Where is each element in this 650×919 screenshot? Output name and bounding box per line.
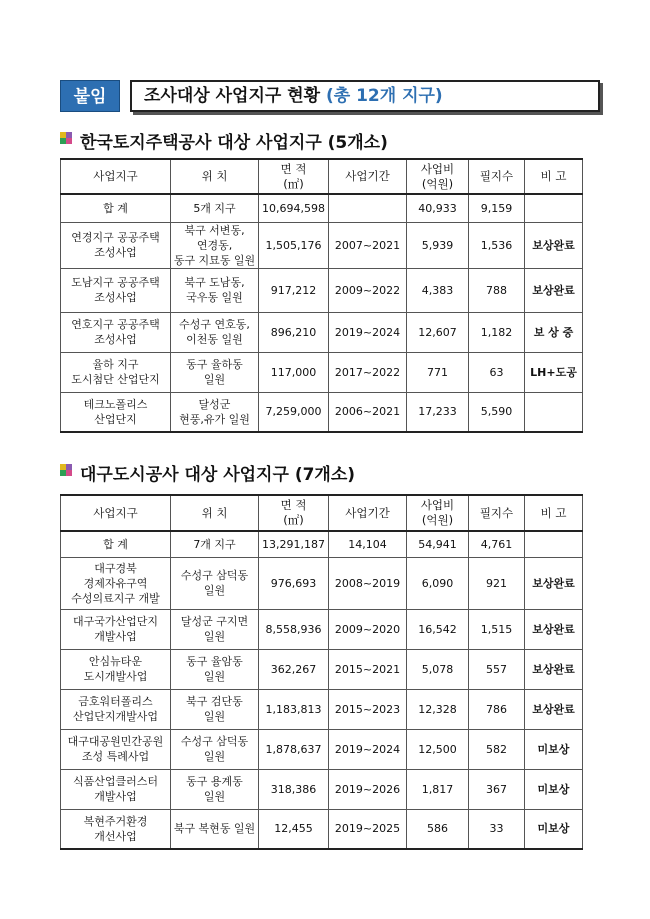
total-location: 5개 지구 (171, 194, 259, 222)
district-name: 대구국가산업단지 개발사업 (61, 609, 171, 649)
area: 362,267 (259, 649, 329, 689)
section-title: 한국토지주택공사 대상 사업지구 (5개소) (80, 133, 388, 153)
cost: 12,607 (407, 312, 469, 352)
parcels: 63 (469, 352, 525, 392)
district-name: 식품산업클러스터 개발사업 (61, 769, 171, 809)
remarks: 보상완료 (525, 222, 583, 268)
total-period: 14,104 (329, 531, 407, 557)
period: 2009~2022 (329, 268, 407, 312)
cost: 12,500 (407, 729, 469, 769)
area: 1,878,637 (259, 729, 329, 769)
table-row (61, 392, 583, 432)
total-cost: 40,933 (407, 194, 469, 222)
parcels: 921 (469, 557, 525, 609)
period: 2017~2022 (329, 352, 407, 392)
parcels: 582 (469, 729, 525, 769)
remarks: 보상완료 (525, 649, 583, 689)
total-cost: 54,941 (407, 531, 469, 557)
period: 2015~2023 (329, 689, 407, 729)
district-name: 복현주거환경 개선사업 (61, 809, 171, 849)
cost: 12,328 (407, 689, 469, 729)
period: 2008~2019 (329, 557, 407, 609)
district-name: 대구대공원민간공원 조성 특례사업 (61, 729, 171, 769)
table-total-row (61, 194, 583, 222)
district-name: 율하 지구 도시첨단 산업단지 (61, 352, 171, 392)
table-row (61, 689, 583, 729)
cost: 17,233 (407, 392, 469, 432)
section-bullet-icon (60, 464, 72, 476)
cost: 5,939 (407, 222, 469, 268)
col-period: 사업기간 (329, 159, 407, 194)
parcels: 5,590 (469, 392, 525, 432)
area: 8,558,936 (259, 609, 329, 649)
remarks: LH+도공 (525, 352, 583, 392)
cost: 16,542 (407, 609, 469, 649)
period: 2019~2024 (329, 312, 407, 352)
cost: 4,383 (407, 268, 469, 312)
period: 2019~2025 (329, 809, 407, 849)
table-body (61, 194, 583, 432)
total-label: 합 계 (61, 194, 171, 222)
location: 달성군 구지면 일원 (171, 609, 259, 649)
total-area: 10,694,598 (259, 194, 329, 222)
remarks: 미보상 (525, 729, 583, 769)
col-district: 사업지구 (61, 159, 171, 194)
lh-district-table (60, 158, 583, 433)
col-area: 면 적 (㎡) (259, 159, 329, 194)
col-period: 사업기간 (329, 495, 407, 531)
total-parcels: 4,761 (469, 531, 525, 557)
table-total-row (61, 531, 583, 557)
attachment-tag: 붙임 (60, 80, 120, 112)
table-row (61, 609, 583, 649)
area: 117,000 (259, 352, 329, 392)
remarks: 보상완료 (525, 557, 583, 609)
area: 976,693 (259, 557, 329, 609)
area: 896,210 (259, 312, 329, 352)
location: 달성군 현풍,유가 일원 (171, 392, 259, 432)
district-name: 연경지구 공공주택 조성사업 (61, 222, 171, 268)
section-title: 대구도시공사 대상 사업지구 (7개소) (80, 465, 356, 485)
cost: 586 (407, 809, 469, 849)
page-title (130, 80, 600, 112)
district-name: 안심뉴타운 도시개발사업 (61, 649, 171, 689)
location: 북구 도남동, 국우동 일원 (171, 268, 259, 312)
parcels: 367 (469, 769, 525, 809)
table-row (61, 649, 583, 689)
area: 12,455 (259, 809, 329, 849)
location: 북구 서변동, 연경동, 동구 지묘동 일원 (171, 222, 259, 268)
table-header-row (61, 159, 583, 194)
parcels: 1,182 (469, 312, 525, 352)
col-parcels: 필지수 (469, 159, 525, 194)
table-row (61, 268, 583, 312)
table-row (61, 312, 583, 352)
area: 1,505,176 (259, 222, 329, 268)
total-remarks (525, 531, 583, 557)
area: 917,212 (259, 268, 329, 312)
col-location: 위 치 (171, 159, 259, 194)
district-name: 연호지구 공공주택 조성사업 (61, 312, 171, 352)
total-period (329, 194, 407, 222)
cost: 771 (407, 352, 469, 392)
table-header-row (61, 495, 583, 531)
location: 북구 복현동 일원 (171, 809, 259, 849)
district-name: 대구경북 경제자유구역 수성의료지구 개발 (61, 557, 171, 609)
table-row (61, 729, 583, 769)
title-highlight: (총 12개 지구) (325, 86, 443, 106)
col-parcels: 필지수 (469, 495, 525, 531)
remarks: 보상완료 (525, 268, 583, 312)
cost: 1,817 (407, 769, 469, 809)
district-name: 테크노폴리스 산업단지 (61, 392, 171, 432)
area: 7,259,000 (259, 392, 329, 432)
location: 동구 율암동 일원 (171, 649, 259, 689)
remarks: 보상완료 (525, 609, 583, 649)
total-remarks (525, 194, 583, 222)
area: 1,183,813 (259, 689, 329, 729)
location: 동구 율하동 일원 (171, 352, 259, 392)
col-area: 면 적 (㎡) (259, 495, 329, 531)
table-body (61, 531, 583, 849)
table-row (61, 352, 583, 392)
location: 동구 용계동 일원 (171, 769, 259, 809)
parcels: 786 (469, 689, 525, 729)
location: 수성구 삼덕동 일원 (171, 729, 259, 769)
parcels: 33 (469, 809, 525, 849)
location: 수성구 연호동, 이천동 일원 (171, 312, 259, 352)
period: 2015~2021 (329, 649, 407, 689)
col-remarks: 비 고 (525, 159, 583, 194)
col-remarks: 비 고 (525, 495, 583, 531)
col-cost: 사업비 (억원) (407, 159, 469, 194)
period: 2019~2026 (329, 769, 407, 809)
dudc-district-table (60, 494, 583, 850)
table-row (61, 769, 583, 809)
remarks: 미보상 (525, 809, 583, 849)
section-bullet-icon (60, 132, 72, 144)
period: 2019~2024 (329, 729, 407, 769)
remarks: 미보상 (525, 769, 583, 809)
district-name: 도남지구 공공주택 조성사업 (61, 268, 171, 312)
remarks (525, 392, 583, 432)
total-parcels: 9,159 (469, 194, 525, 222)
total-area: 13,291,187 (259, 531, 329, 557)
location: 수성구 삼덕동 일원 (171, 557, 259, 609)
page-banner (60, 80, 600, 112)
table-row (61, 557, 583, 609)
col-location: 위 치 (171, 495, 259, 531)
remarks: 보상완료 (525, 689, 583, 729)
table-row (61, 222, 583, 268)
district-name: 금호워터폴리스 산업단지개발사업 (61, 689, 171, 729)
col-district: 사업지구 (61, 495, 171, 531)
period: 2006~2021 (329, 392, 407, 432)
cost: 5,078 (407, 649, 469, 689)
period: 2009~2020 (329, 609, 407, 649)
table-row (61, 809, 583, 849)
period: 2007~2021 (329, 222, 407, 268)
cost: 6,090 (407, 557, 469, 609)
parcels: 788 (469, 268, 525, 312)
parcels: 1,515 (469, 609, 525, 649)
total-location: 7개 지구 (171, 531, 259, 557)
total-label: 합 계 (61, 531, 171, 557)
remarks: 보 상 중 (525, 312, 583, 352)
area: 318,386 (259, 769, 329, 809)
parcels: 1,536 (469, 222, 525, 268)
location: 북구 검단동 일원 (171, 689, 259, 729)
title-main: 조사대상 사업지구 현황 (144, 86, 326, 106)
parcels: 557 (469, 649, 525, 689)
col-cost: 사업비 (억원) (407, 495, 469, 531)
